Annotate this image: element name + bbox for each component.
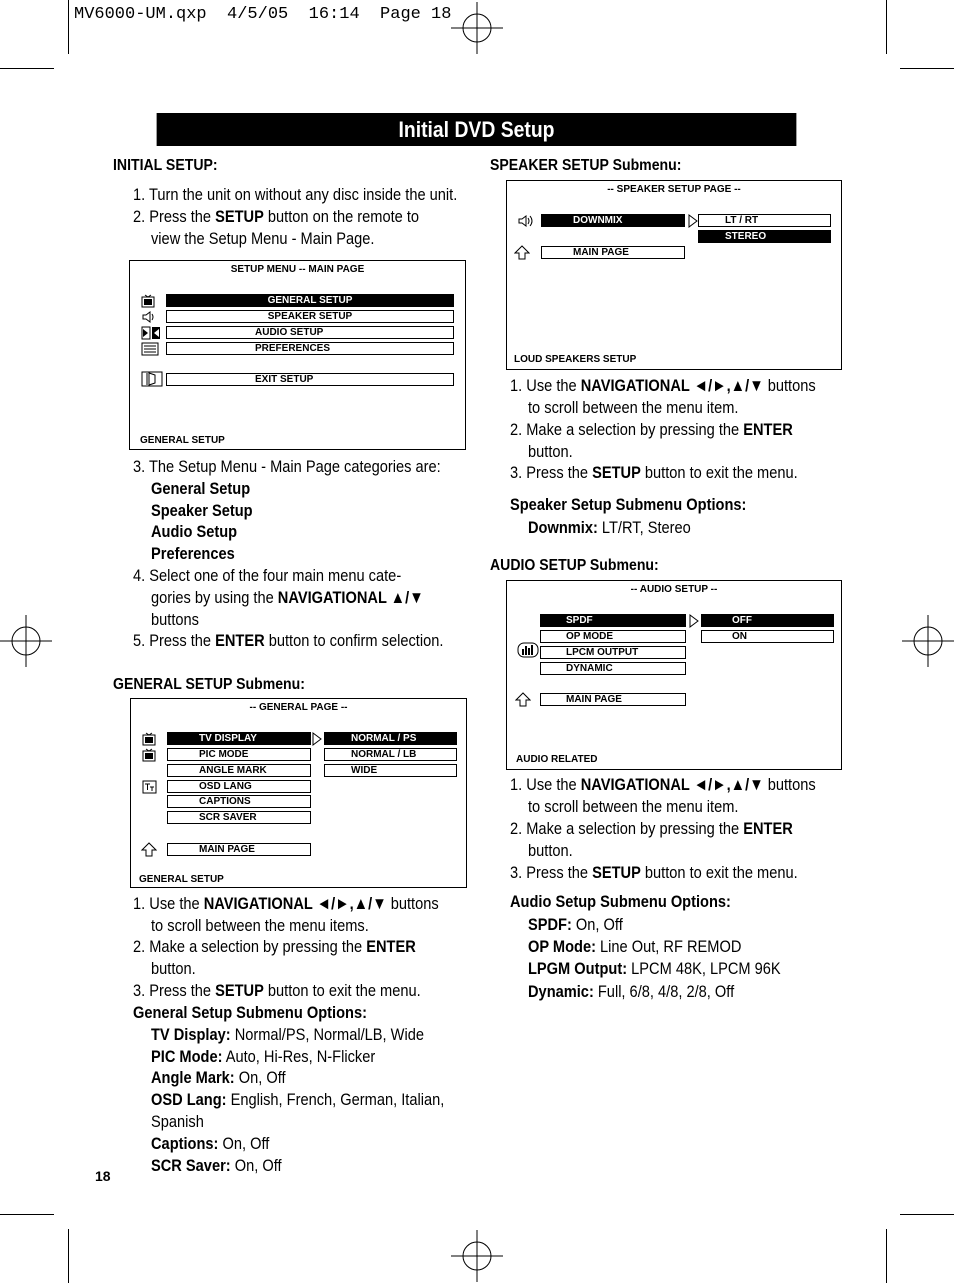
menu-footer: GENERAL SETUP (139, 874, 224, 885)
step-text: 4. Select one of the four main menu cate- (133, 566, 402, 585)
registration-mark-icon (451, 2, 503, 54)
step-text: 3. The Setup Menu - Main Page categories are: (133, 457, 441, 476)
menu-title: -- SPEAKER SETUP PAGE -- (607, 184, 741, 195)
menu-item-general-setup[interactable]: GENERAL SETUP (166, 294, 454, 307)
options-heading: Audio Setup Submenu Options: (510, 892, 731, 911)
option-line: SCR Saver: On, Off (151, 1156, 282, 1175)
option-line: TV Display: Normal/PS, Normal/LB, Wide (151, 1025, 424, 1044)
menu-item-main-page[interactable]: MAIN PAGE (541, 246, 685, 259)
play-arrow-icon (312, 732, 322, 746)
option-stereo[interactable]: STEREO (698, 230, 831, 243)
audio-levels-icon (517, 642, 539, 658)
menu-title: -- GENERAL PAGE -- (249, 702, 348, 713)
menu-item-op-mode[interactable]: OP MODE (540, 630, 686, 643)
speaker-setup-heading: SPEAKER SETUP Submenu: (490, 157, 682, 174)
general-setup-heading: GENERAL SETUP Submenu: (113, 676, 305, 693)
crop-mark (68, 1229, 69, 1283)
menu-item-scr-saver[interactable]: SCR SAVER (167, 811, 311, 824)
crop-mark (886, 1229, 887, 1283)
step-text: 1. Use the NAVIGATIONAL ◄/►,▲/▼ buttons (133, 894, 439, 913)
option-line: Angle Mark: On, Off (151, 1068, 286, 1087)
menu-item-main-page[interactable]: MAIN PAGE (540, 693, 686, 706)
page-number: 18 (95, 1168, 111, 1184)
setup-main-menu (129, 260, 466, 450)
registration-mark-icon (451, 1230, 503, 1282)
registration-mark-icon (0, 615, 52, 667)
menu-item-preferences[interactable]: PREFERENCES (166, 342, 454, 355)
crop-mark (0, 1214, 54, 1215)
play-arrow-icon (689, 614, 699, 628)
tv-icon (142, 732, 156, 746)
category-preferences: Preferences (151, 544, 235, 563)
category-audio: Audio Setup (151, 522, 238, 541)
step-text: view the Setup Menu - Main Page. (151, 229, 375, 248)
menu-item-tv-display[interactable]: TV DISPLAY (167, 732, 311, 745)
step-text: 1. Use the NAVIGATIONAL ◄/►,▲/▼ buttons (510, 775, 816, 794)
crop-mark (886, 0, 887, 54)
initial-setup-heading: INITIAL SETUP: (113, 157, 218, 174)
menu-item-downmix[interactable]: DOWNMIX (541, 214, 685, 227)
option-line: Downmix: LT/RT, Stereo (528, 518, 691, 537)
tv-icon (141, 294, 155, 308)
option-line: OP Mode: Line Out, RF REMOD (528, 937, 742, 956)
option-lt-rt[interactable]: LT / RT (698, 214, 831, 227)
step-text: 2. Make a selection by pressing the ENTER (510, 819, 793, 838)
crop-mark (900, 1214, 954, 1215)
up-arrow-icon (515, 692, 531, 707)
preferences-icon (141, 342, 159, 356)
category-speaker: Speaker Setup (151, 501, 253, 520)
audio-setup-menu (506, 580, 842, 770)
registration-mark-icon (902, 615, 954, 667)
step-text: button. (528, 442, 573, 461)
step-text: 3. Press the SETUP button to exit the menu. (133, 981, 421, 1000)
speaker-icon (141, 310, 155, 324)
step-text: to scroll between the menu items. (151, 916, 369, 935)
up-arrow-icon (514, 245, 530, 260)
step-text: 5. Press the ENTER button to confirm selection. (133, 631, 444, 650)
exit-door-icon (141, 371, 163, 387)
menu-item-angle-mark[interactable]: ANGLE MARK (167, 764, 311, 777)
option-line: SPDF: On, Off (528, 915, 623, 934)
step-text: 1. Turn the unit on without any disc inside the unit. (133, 185, 458, 204)
option-line: Spanish (151, 1112, 204, 1131)
menu-footer: AUDIO RELATED (516, 754, 598, 765)
option-line: Dynamic: Full, 6/8, 4/8, 2/8, Off (528, 982, 735, 1001)
menu-footer: GENERAL SETUP (140, 435, 225, 446)
text-language-icon (142, 780, 157, 794)
play-arrow-icon (688, 214, 698, 228)
menu-title: SETUP MENU -- MAIN PAGE (230, 264, 365, 275)
general-setup-menu (130, 698, 467, 888)
options-heading: Speaker Setup Submenu Options: (510, 495, 747, 514)
step-text: to scroll between the menu item. (528, 797, 739, 816)
option-line: PIC Mode: Auto, Hi-Res, N-Flicker (151, 1047, 376, 1066)
option-line: LPGM Output: LPCM 48K, LPCM 96K (528, 959, 781, 978)
page-title: Initial DVD Setup (157, 113, 797, 146)
menu-footer: LOUD SPEAKERS SETUP (514, 354, 637, 365)
crop-mark (68, 0, 69, 54)
step-text: button. (151, 959, 196, 978)
step-text: gories by using the NAVIGATIONAL ▲/▼ (151, 588, 424, 607)
option-normal-ps[interactable]: NORMAL / PS (324, 732, 457, 745)
step-text: 3. Press the SETUP button to exit the menu. (510, 863, 798, 882)
up-arrow-icon (141, 842, 157, 857)
speaker-setup-menu (506, 180, 842, 370)
menu-item-audio-setup[interactable]: AUDIO SETUP (166, 326, 454, 339)
menu-item-spdf[interactable]: SPDF (540, 614, 686, 627)
tv-icon (142, 748, 156, 762)
step-text: 2. Make a selection by pressing the ENTER (133, 937, 416, 956)
options-heading: General Setup Submenu Options: (133, 1003, 367, 1022)
menu-item-captions[interactable]: CAPTIONS (167, 795, 311, 808)
crop-mark (0, 68, 54, 69)
menu-item-lpcm-output[interactable]: LPCM OUTPUT (540, 646, 686, 659)
menu-item-main-page[interactable]: MAIN PAGE (167, 843, 311, 856)
option-line: OSD Lang: English, French, German, Italian, (151, 1090, 445, 1109)
step-text: 3. Press the SETUP button to exit the menu. (510, 463, 798, 482)
menu-title: -- AUDIO SETUP -- (630, 584, 718, 595)
menu-item-osd-lang[interactable]: OSD LANG (167, 780, 311, 793)
file-slug: MV6000-UM.qxp 4/5/05 16:14 Page 18 (74, 5, 452, 24)
step-text: 2. Make a selection by pressing the ENTER (510, 420, 793, 439)
speaker-icon (517, 214, 535, 228)
menu-item-exit-setup[interactable]: EXIT SETUP (166, 373, 454, 386)
option-off[interactable]: OFF (701, 614, 834, 627)
menu-item-dynamic[interactable]: DYNAMIC (540, 662, 686, 675)
audio-setup-heading: AUDIO SETUP Submenu: (490, 557, 659, 574)
menu-item-speaker-setup[interactable]: SPEAKER SETUP (166, 310, 454, 323)
step-text: to scroll between the menu item. (528, 398, 739, 417)
step-text: button. (528, 841, 573, 860)
step-text: 2. Press the SETUP button on the remote to (133, 207, 420, 226)
menu-item-pic-mode[interactable]: PIC MODE (167, 748, 311, 761)
option-normal-lb[interactable]: NORMAL / LB (324, 748, 457, 761)
option-line: Captions: On, Off (151, 1134, 270, 1153)
step-text: buttons (151, 610, 199, 629)
category-general: General Setup (151, 479, 251, 498)
step-text: 1. Use the NAVIGATIONAL ◄/►,▲/▼ buttons (510, 376, 816, 395)
option-on[interactable]: ON (701, 630, 834, 643)
option-wide[interactable]: WIDE (324, 764, 457, 777)
audio-icon (141, 326, 161, 340)
crop-mark (900, 68, 954, 69)
